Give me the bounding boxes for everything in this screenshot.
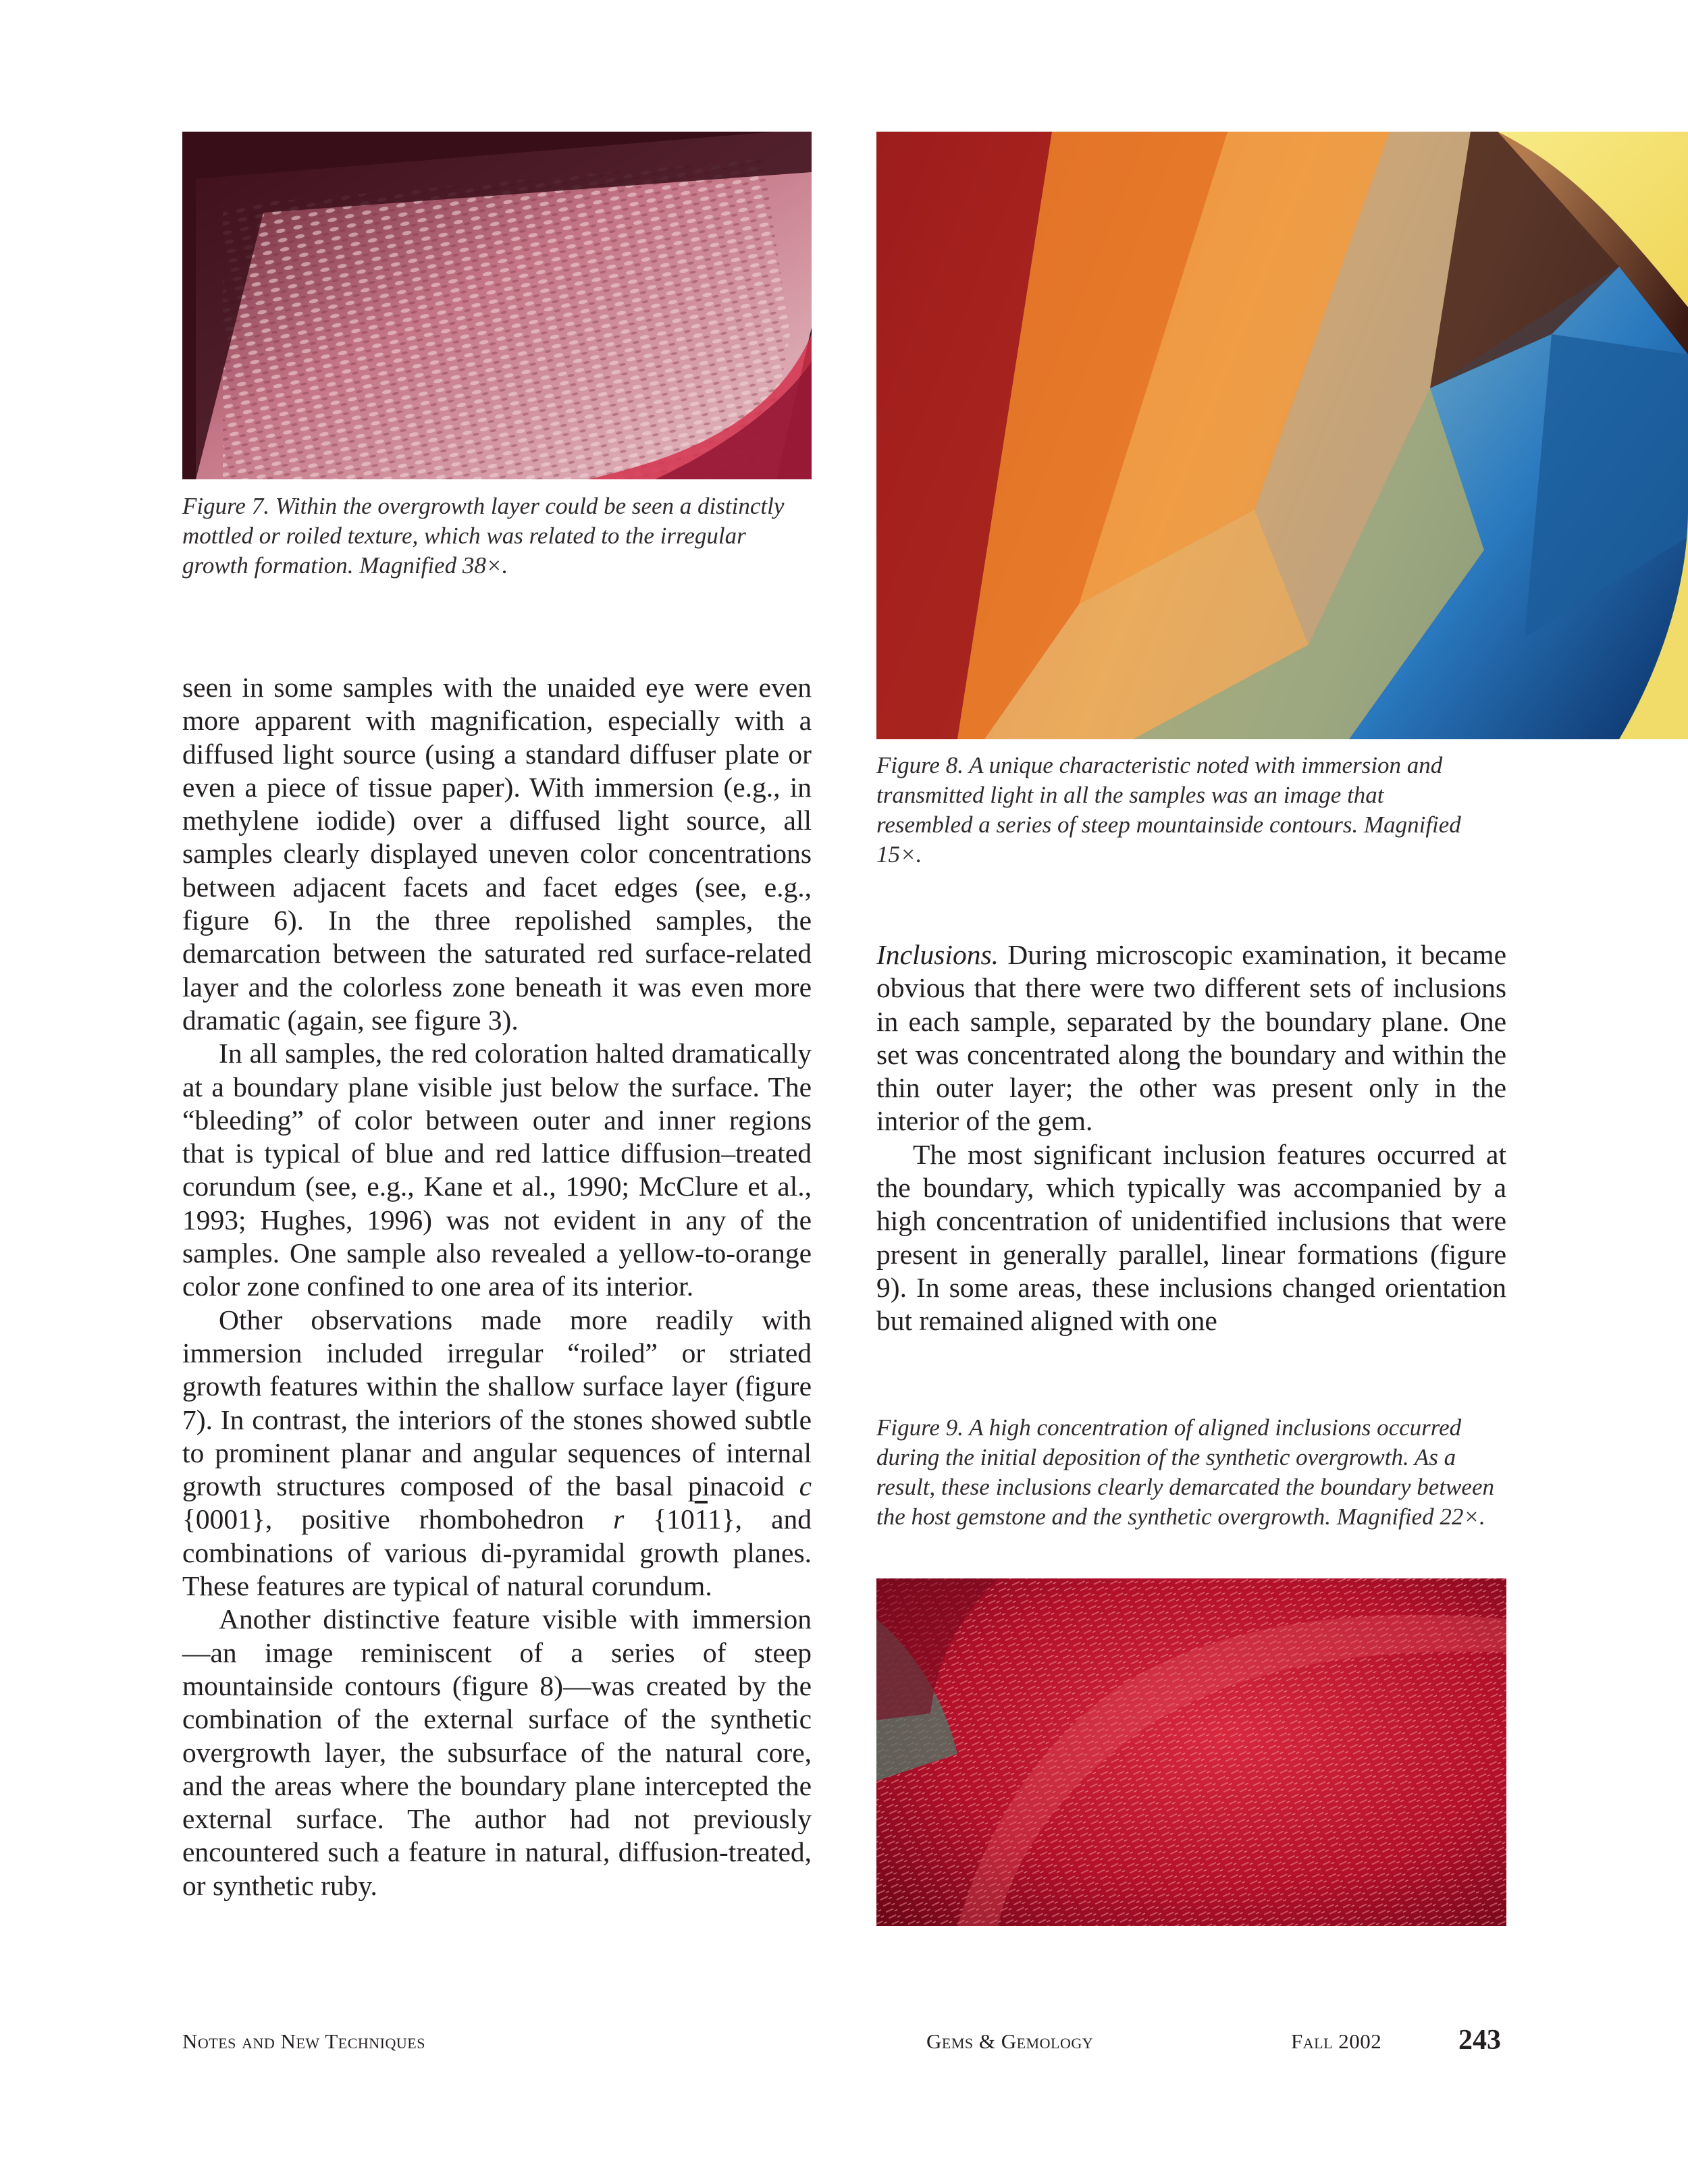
footer-journal-name: Gems & Gemology: [926, 2029, 1094, 2053]
figure-9-caption: Figure 9. A high concentration of aligned inclusions occurred during the initial deposition of the synthetic overgrowth. As a result, these inclusions clearly demarcated the boundary between the host gemstone and the synthetic overgrowth. Magnified 22×.: [876, 1414, 1494, 1530]
figure-7-image: [182, 132, 812, 479]
body-paragraph: Inclusions. During microscopic examination, it became obvious that there were two different sets of inclusions in each sample, separated by the boundary plane. One set was concentrated along the boundary and within the thin outer layer; the other was present only in the interior of the gem.: [876, 939, 1507, 1137]
body-paragraph: Another distinctive feature visible with immersion—an image reminiscent of a series of steep mountainside contours (figure 8)—was created by the combination of the external surface of the synthetic overgrowth layer, the subsurface of the natural core, and the areas where the boundary plane intercepted the external surface. The author had not previously encountered such a feature in natural, diffusion-treated, or synthetic ruby.: [182, 1603, 812, 1901]
figure-9-image: [876, 1578, 1506, 1926]
body-column-right: [876, 938, 1506, 1338]
body-column-left: [182, 671, 812, 1902]
body-paragraph: In all samples, the red coloration halted dramatically at a boundary plane visible just below the surface. The “bleeding” of color between outer and inner regions that is typical of blue and red lattice diffusion–treated corundum (see, e.g., Kane et al., 1990; McClure et al., 1993; Hughes, 1996) was not evident in any of the samples. One sample also revealed a yellow-to-orange color zone confined to one area of its interior.: [182, 1038, 812, 1302]
body-paragraph: The most significant inclusion features occurred at the boundary, which typically was accompanied by a high concentration of unidentified inclusions that were present in generally parallel, linear formations (figure 9). In some areas, these inclusions changed orientation but remained aligned with one: [876, 1138, 1506, 1337]
page-number: 243: [1458, 2025, 1501, 2056]
figure-7-caption: Figure 7. Within the overgrowth layer could be seen a distinctly mottled or roiled texture, which was related to the irregular growth formation. Magnified 38×.: [182, 493, 785, 579]
footer-issue: Fall 2002: [1291, 2029, 1382, 2053]
figure-8-caption: Figure 8. A unique characteristic noted with immersion and transmitted light in all the samples was an image that resembled a series of steep mountainside contours. Magnified 15×.: [876, 752, 1461, 868]
footer-section-title: Notes and New Techniques: [182, 2029, 425, 2053]
figure-8-image: [876, 132, 1688, 739]
body-paragraph: seen in some samples with the unaided eye were even more apparent with magnification, especially with a diffused light source (using a standard diffuser plate or even a piece of tissue paper). With immersion (e.g., in methylene iodide) over a diffused light source, all samples clearly displayed uneven color concentrations between adjacent facets and facet edges (see, e.g., figure 6). In the three repolished samples, the demarcation between the saturated red surface-related layer and the colorless zone beneath it was even more dramatic (again, see figure 3).: [182, 672, 812, 1036]
body-paragraph: Other observations made more readily with immersion included irregular “roiled” or striated growth features within the shallow surface layer (figure 7). In contrast, the interiors of the stones showed subtle to prominent planar and angular sequences of internal growth structures composed of the basal pinacoid c {0001}, positive rhombohedron r {1011}, and combinations of various di-pyramidal growth planes. These features are typical of natural corundum.: [182, 1304, 812, 1602]
section-heading-inclusions: Inclusions.: [876, 939, 999, 970]
